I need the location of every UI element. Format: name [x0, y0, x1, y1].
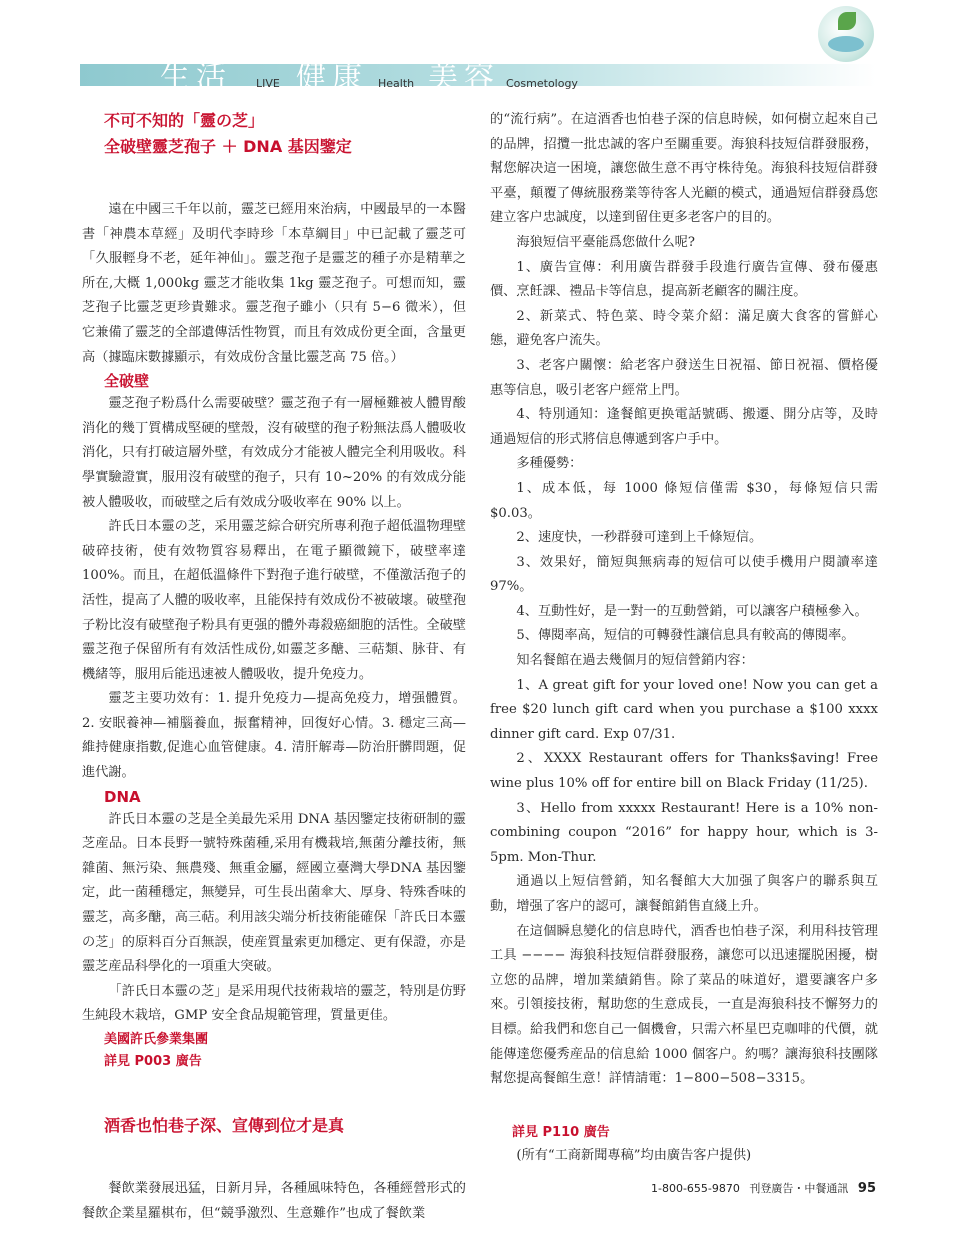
article2-right-p12: 5、傳閱率高，短信的可轉發性讓信息具有較高的傳閱率。	[516, 628, 855, 644]
header-title-health: 健康	[296, 60, 368, 95]
header-title-life: 生活	[160, 60, 232, 95]
header-title-beauty: 美容	[428, 60, 500, 95]
page-footer	[651, 1180, 876, 1196]
article1-title-line1: 不可不知的「靈の芝」	[104, 111, 265, 130]
article1-section1-p3: 靈芝主要功效有：1. 提升免疫力—提高免疫力，增强體質。2. 安眠養神—補腦養血，振奮精神，回復好心情。3. 穩定三高—維持健康指數,促進心血管健康。4. 清肝解毒—防治肝髒問題，促進代謝。	[82, 691, 466, 781]
article2-right-p5: 3、老客户關懷：給老客户發送生日祝福、節日祝福、價格優惠等信息，吸引老客户經常上門。	[490, 357, 878, 398]
article2-right-p1: 的“流行病”。在這酒香也怕巷子深的信息時候，如何樹立起來自己的品牌，招攬一批忠誠的客户至關重要。海狼科技短信群發服務，幫您解决這一困境，讓您做生意不再守株待兔。海狼科技短信群發平臺，顛覆了傳統服務業等待客人光顧的模式，通過短信群發爲您建立客户忠誠度，以達到留住更多老客户的目的。	[490, 112, 878, 226]
article2-right-p17: 通過以上短信營銷，知名餐館大大加强了與客户的聯系與互動，增强了客户的認可，讓餐館銷售直綫上升。	[490, 874, 878, 914]
article2-title: 酒香也怕巷子深、宣傳到位才是真	[104, 1116, 345, 1135]
article1-section1-p2: 許氏日本靈の芝，采用靈芝綜合研究所專利孢子超低溫物理壁破碎技術，使有效物質容易釋出，在電子顯微鏡下，破壁率達 100%。而且，在超低溫條件下對孢子進行破壁，不僅激活孢子的活性，提高了人體的吸收率，且能保持有效成份不被破壞。破壁孢子粉比沒有破壁孢子粉具有更强的體外毒殺癌細胞的活性。全破壁靈芝孢子保留所有有效活性成份,如靈芝多醣、三萜類、脉苷、有機緒等，服用后能迅速被人體吸收，提升免疫力。	[82, 519, 466, 682]
article2-p1: 餐飲業發展迅猛，日新月异，各種風味特色，各種經營形式的餐飲企業星羅棋布，但“競爭激烈、生意難作”也成了餐飲業	[82, 1181, 466, 1221]
article2-right-p14: 1、A great gift for your loved one! Now you can get a free $20 lunch gift card when you purchase a $100 xxxx dinner gift card. Exp 07/31.	[490, 677, 878, 742]
left-column	[82, 108, 466, 1226]
article2-right-p18: 在這個瞬息變化的信息時代，酒香也怕巷子深，利用科技管理工具 −−−− 海狼科技短信群發服務，讓您可以迅速擺脱困擾，樹立您的品牌，增加業績銷售。除了菜品的味道好，還要讓客户多來。引領接技術，幫助您的生意成長，一直是海狼科技不懈努力的目標。給我們和您自己一個機會，只需六杯星巴克咖啡的代價，就能傳達您優秀産品的信息給 1000 個客户。約嗎？讓海狼科技團隊幫您提高餐館生意！詳情請電：1−800−508−3315。	[490, 923, 878, 1087]
footer-publication: 刊登廣告・中餐通訊	[749, 1182, 849, 1195]
article2-right-p13: 知名餐館在過去幾個月的短信營銷内容：	[516, 653, 754, 669]
header-subtitle-health: Health	[378, 77, 415, 90]
article2-right-p10: 3、效果好，簡短與無病毒的短信可以使手機用户閱讀率達 97%。	[490, 554, 878, 595]
header-subtitle-cosmetology: Cosmetology	[506, 77, 578, 90]
article1-credit-company: 美國許氏參業集團	[104, 1032, 209, 1047]
article2-note: (所有“工商新聞專稿”均由廣告客户提供)	[516, 1147, 752, 1163]
article1-section1-p1: 靈芝孢子粉爲什么需要破壁？靈芝孢子有一層極難被人體胃酸消化的幾丁質構成堅硬的壁殼，沒有破壁的孢子粉無法爲人體吸收消化，只有打破這層外壁，有效成分才能被人體完全利用吸收。科學實驗證實，服用沒有破壁的孢子，只有 10~20% 的有效成分能被人體吸收，而破壁之后有效成分吸收率在 90% 以上。	[82, 396, 466, 510]
globe-logo-icon	[818, 6, 874, 62]
article2-right-p2: 海狼短信平臺能爲您做什么呢?	[516, 234, 695, 250]
article2-right-p7: 多種優勢：	[516, 456, 583, 472]
article1-title-line2: 全破壁靈芝孢子 ＋ DNA 基因鑒定	[104, 137, 352, 156]
section-heading-dna: DNA	[104, 787, 141, 806]
article1-credit-see-ad: 詳見 P003 廣告	[104, 1054, 202, 1069]
section-heading-full-break: 全破壁	[104, 372, 150, 391]
article2-credit-see-ad: 詳見 P110 廣告	[512, 1124, 610, 1140]
footer-phone: 1-800-655-9870	[651, 1182, 740, 1195]
article2-right-p8: 1、成本低，每 1000 條短信僅需 $30，每條短信只需 $0.03。	[490, 480, 878, 521]
article2-right-p3: 1、廣告宣傳：利用廣告群發手段進行廣告宣傳、發布優惠價、烹飪課、禮品卡等信息，提高新老顧客的關注度。	[490, 259, 878, 300]
article2-right-p9: 2、速度快，一秒群發可達到上千條短信。	[516, 530, 763, 546]
article2-right-p6: 4、特別通知：逢餐館更换電話號碼、搬遷、開分店等，及時通過短信的形式將信息傳遞到客户手中。	[490, 407, 878, 447]
article2-right-p16: 3、Hello from xxxxx Restaurant! Here is a 10% non-combining coupon “2016” for happy hour, which is 3-5pm. Mon-Thur.	[490, 800, 878, 865]
page-number: 95	[857, 1181, 876, 1196]
right-column	[490, 108, 878, 1168]
article1-intro: 遠在中國三千年以前，靈芝已經用來治病，中國最早的一本醫書「神農本草經」及明代李時珍「本草綱目」中已記載了靈芝可「久服輕身不老，延年神仙」。靈芝孢子是靈芝的種子亦是精華之所在,大概 1,000kg 靈芝才能收集 1kg 靈芝孢子。可想而知，靈芝孢子比靈芝更珍貴難求。靈芝孢子雖小（只有 5−6 微米），但它兼備了靈芝的全部遺傳活性物質，而且有效成份更全面，含量更高（據臨床數據顯示，有效成份含量比靈芝高 75 倍。）	[82, 202, 466, 365]
article1-section2-p1: 許氏日本靈の芝是全美最先采用 DNA 基因鑒定技術研制的靈芝産品。日本長野一號特殊菌種,采用有機栽培,無菌分離技術，無雜菌、無污染、無農殘、無重金屬，經國立臺灣大學DNA 基因鑒定，此一菌種穩定，無變异，可生長出菌傘大、厚身、特殊香味的靈芝，高多醣，高三萜。利用該尖端分析技術能確保「許氏日本靈の芝」的原料百分百無誤，使産質量索更加穩定、更有保證，亦是靈芝産品科學化的一項重大突破。	[82, 811, 466, 975]
article2-right-p11: 4、互動性好，是一對一的互動營銷，可以讓客户積極參入。	[516, 603, 868, 619]
article2-right-p15: 2、XXXX Restaurant offers for Thanks$aving! Free wine plus 10% off for entire bill on Black Friday (11/25).	[490, 751, 878, 792]
article1-section2-p2: 「許氏日本靈の芝」是采用現代技術栽培的靈芝，特別是仿野生純段木栽培，GMP 安全食品規範管理，質量更佳。	[82, 983, 466, 1024]
header-subtitle-live: LIVE	[256, 77, 280, 90]
article2-right-p4: 2、新菜式、特色菜、時令菜介紹：滿足廣大食客的嘗鮮心態，避免客户流失。	[490, 308, 878, 349]
